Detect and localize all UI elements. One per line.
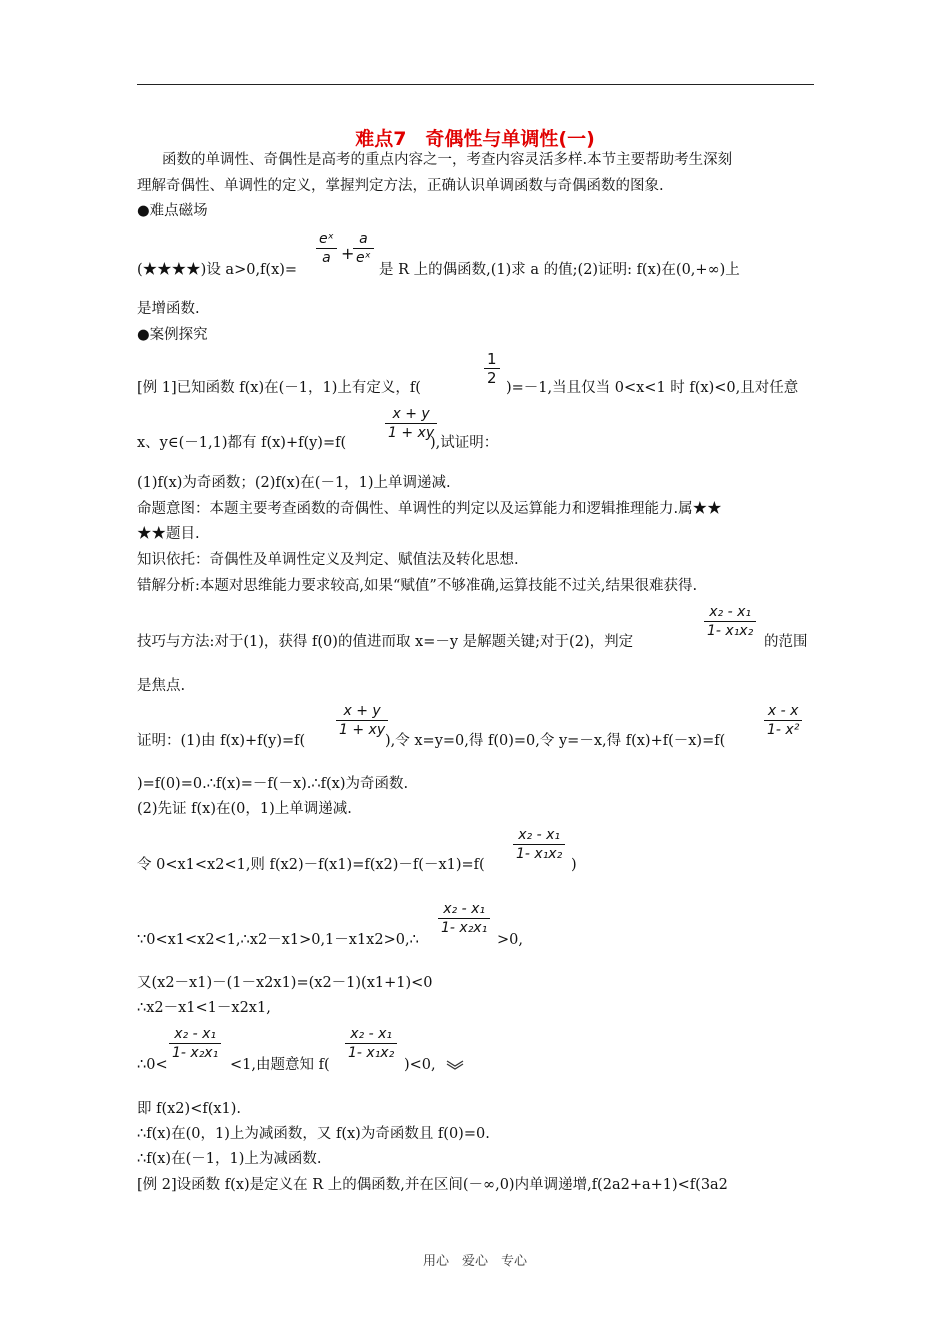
magnet-suffix: 是 R 上的偶函数,(1)求 a 的值;(2)证明: f(x)在(0,+∞)上 (379, 262, 740, 278)
fraction-x-plus-y-proof: x + y 1 + xy (336, 702, 388, 739)
therefore-line-1: ∴x2－x1<1－x2x1, (137, 1000, 271, 1016)
therefore-line-2c: )<0, (404, 1057, 436, 1073)
let-line-b: ) (571, 857, 577, 873)
proof-line-c: )=f(0)=0.∴f(x)=－f(－x).∴f(x)为奇函数. (137, 776, 409, 792)
since-line-a: ∵0<x1<x2<1,∴x2－x1>0,1－x1x2>0,∴ (137, 932, 419, 948)
example1-line-b: )=－1,当且仅当 0<x<1 时 f(x)<0,且对任意 (506, 380, 799, 396)
example1-parts: (1)f(x)为奇函数；(2)f(x)在(－1，1)上单调递减. (137, 475, 451, 491)
fraction-x2-minus-x1-skill: x₂ - x₁ 1- x₁x₂ (704, 603, 756, 640)
fraction-x2-minus-x1-since: x₂ - x₁ 1- x₂x₁ (438, 900, 490, 937)
proof-line-d: (2)先证 f(x)在(0，1)上单调递减. (137, 801, 352, 817)
fraction-one-half: 1 2 (484, 350, 500, 387)
let-line-a: 令 0<x1<x2<1,则 f(x2)－f(x1)=f(x2)－f(－x1)=f( (137, 857, 485, 873)
skill-line-b: 的范围 (764, 634, 808, 650)
heading-case: ●案例探究 (137, 327, 208, 343)
skill-line-c: 是焦点. (137, 678, 186, 694)
therefore-line-2a: ∴0< (137, 1057, 168, 1073)
fraction-a-over-ex: a eˣ (353, 230, 374, 267)
fraction-x2-minus-x1-t2b: x₂ - x₁ 1- x₁x₂ (345, 1025, 397, 1062)
also-line: 又(x2－x1)－(1－x2x1)=(x2－1)(x1+1)<0 (137, 975, 433, 991)
magnet-line-2: 是增函数. (137, 301, 200, 317)
ie-line: 即 f(x2)<f(x1). (137, 1101, 242, 1117)
conclusion-line-1: ∴f(x)在(0，1)上为减函数，又 f(x)为奇函数且 f(0)=0. (137, 1126, 490, 1142)
plus-sign: + (341, 244, 355, 263)
example1-line-d: ),试证明： (430, 435, 499, 451)
proof-line-b: ),令 x=y=0,得 f(0)=0,令 y=－x,得 f(x)+f(－x)=f( (385, 733, 726, 749)
knowledge-line: 知识依托：奇偶性及单调性定义及判定、赋值法及转化思想. (137, 552, 519, 568)
example1-line-c: x、y∈(－1,1)都有 f(x)+f(y)=f( (137, 435, 347, 451)
skill-line-a: 技巧与方法:对于(1)，获得 f(0)的值进而取 x=－y 是解题关键;对于(2)，判定 (137, 634, 634, 650)
double-chevron-icon (446, 1060, 464, 1070)
top-rule (137, 84, 814, 85)
intent-line-1: 命题意图：本题主要考查函数的奇偶性、单调性的判定以及运算能力和逻辑推理能力.属★★ (137, 501, 722, 517)
intro-line-1: 函数的单调性、奇偶性是高考的重点内容之一，考查内容灵活多样.本节主要帮助考生深刻 (162, 152, 733, 168)
since-line-b: >0, (497, 932, 523, 948)
intent-line-2: ★★题目. (137, 526, 200, 542)
fraction-x2-minus-x1-t2a: x₂ - x₁ 1- x₂x₁ (169, 1025, 221, 1062)
fraction-x-minus-x: x - x 1- x² (764, 702, 802, 739)
fraction-x2-minus-x1-let: x₂ - x₁ 1- x₁x₂ (513, 826, 565, 863)
page-footer: 用心 爱心 专心 (422, 1254, 527, 1269)
fraction-x-plus-y: x + y 1 + xy (385, 405, 437, 442)
conclusion-line-2: ∴f(x)在(－1，1)上为减函数. (137, 1151, 322, 1167)
error-analysis-line: 错解分析:本题对思维能力要求较高,如果“赋值”不够准确,运算技能不过关,结果很难获得. (137, 578, 698, 594)
magnet-prefix: (★★★★)设 a>0,f(x)= (137, 262, 298, 278)
therefore-line-2b: <1,由题意知 f( (230, 1057, 330, 1073)
intro-line-2: 理解奇偶性、单调性的定义，掌握判定方法，正确认识单调函数与奇偶函数的图象. (137, 178, 664, 194)
proof-line-a: 证明：(1)由 f(x)+f(y)=f( (137, 733, 306, 749)
page-title: 难点7 奇偶性与单调性(一) (355, 128, 595, 150)
fraction-ex-over-a: eˣ a (316, 230, 337, 267)
example1-line-a: [例 1]已知函数 f(x)在(－1，1)上有定义，f( (137, 380, 421, 396)
heading-magnet: ●难点磁场 (137, 203, 208, 219)
example2-line: [例 2]设函数 f(x)是定义在 R 上的偶函数,并在区间(－∞,0)内单调递增,f(2a2+a+1)<f(3a2 (137, 1177, 728, 1193)
